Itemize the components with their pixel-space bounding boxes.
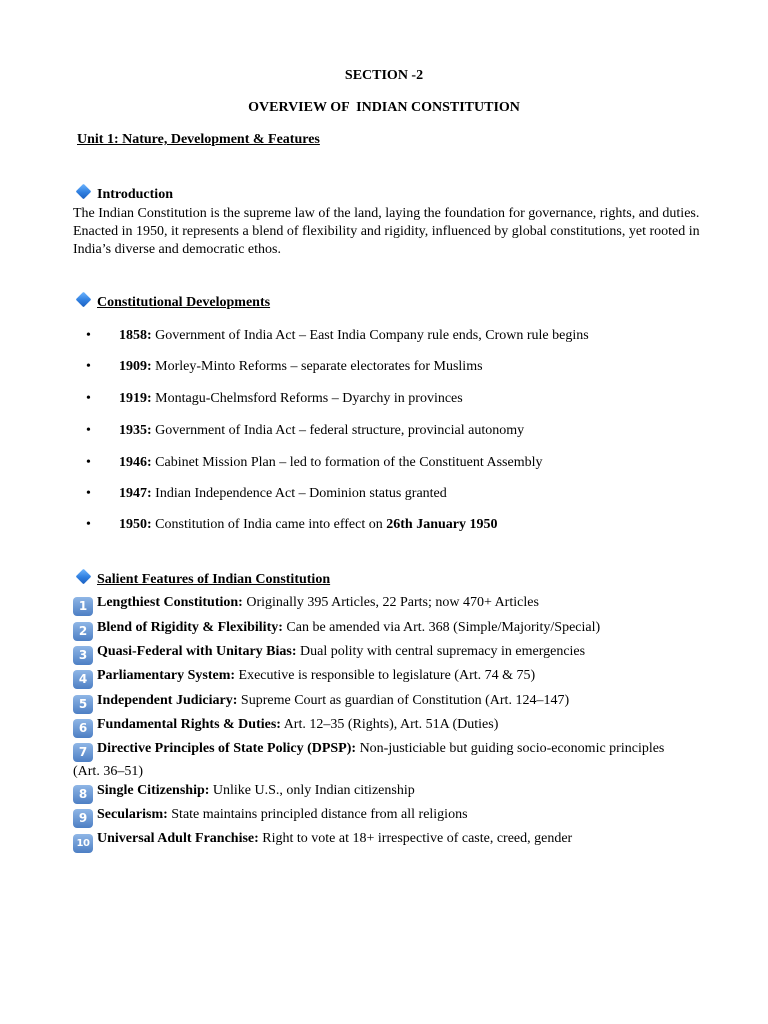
bullet-icon: •	[86, 328, 91, 343]
feature-item	[73, 805, 693, 828]
feature-title: Universal Adult Franchise:	[97, 831, 259, 846]
bullet-icon: •	[86, 455, 91, 470]
main-title: OVERVIEW OF INDIAN CONSTITUTION	[248, 100, 520, 115]
development-year: 1946:	[119, 455, 152, 470]
development-text: Constitution of India came into effect on	[151, 517, 387, 532]
development-text: Government of India Act – federal structure, provincial autonomy	[151, 423, 525, 438]
developments-heading	[73, 294, 270, 312]
number-badge-icon: 7	[73, 743, 93, 762]
development-year: 1947:	[119, 486, 152, 501]
feature-item	[73, 618, 693, 641]
development-year: 1950:	[119, 517, 152, 532]
development-text: Indian Independence Act – Dominion status granted	[151, 486, 447, 501]
development-year: 1858:	[119, 328, 152, 343]
unit-title: Unit 1: Nature, Development & Features	[77, 132, 320, 147]
feature-text: Non-justiciable but guiding socio-economic principles (Art. 36–51)	[73, 741, 665, 779]
feature-title: Blend of Rigidity & Flexibility:	[97, 620, 283, 635]
blue-diamond-icon	[76, 184, 92, 200]
development-text: Morley-Minto Reforms – separate electorates for Muslims	[151, 359, 483, 374]
feature-text: Right to vote at 18+ irrespective of caste, creed, gender	[258, 831, 573, 846]
list-item	[86, 516, 497, 534]
introduction-heading	[73, 186, 173, 204]
bullet-icon: •	[86, 517, 91, 532]
number-badge-icon: 9	[73, 809, 93, 828]
feature-text: Can be amended via Art. 368 (Simple/Majority/Special)	[282, 620, 601, 635]
blue-diamond-icon	[76, 292, 92, 308]
blue-diamond-icon	[76, 569, 92, 585]
developments-heading-label: Constitutional Developments	[97, 295, 271, 310]
introduction-paragraph: The Indian Constitution is the supreme law of the land, laying the foundation for governance, rights, and duties. Enacted in 1950, it represents a blend of flexibility and rigidity, influenced by global constitutions, yet rooted in India’s diverse and democratic ethos.	[73, 206, 700, 257]
feature-item	[73, 829, 693, 853]
development-year: 1909:	[119, 359, 152, 374]
list-item	[86, 485, 447, 503]
development-year: 1935:	[119, 423, 152, 438]
development-text: Government of India Act – East India Company rule ends, Crown rule begins	[151, 328, 589, 343]
number-badge-icon: 8	[73, 785, 93, 804]
feature-item	[73, 715, 693, 738]
features-heading-label: Salient Features of Indian Constitution	[97, 572, 331, 587]
introduction-heading-label: Introduction	[97, 187, 173, 202]
number-badge-icon: 2	[73, 622, 93, 641]
feature-title: Lengthiest Constitution:	[97, 595, 243, 610]
feature-title: Independent Judiciary:	[97, 693, 238, 708]
list-item	[86, 422, 524, 440]
feature-title: Single Citizenship:	[97, 783, 210, 798]
feature-text: Originally 395 Articles, 22 Parts; now 470+ Articles	[242, 595, 539, 610]
number-badge-icon: 1	[73, 597, 93, 616]
bullet-icon: •	[86, 486, 91, 501]
feature-title: Directive Principles of State Policy (DPSP):	[97, 741, 357, 756]
features-heading	[73, 571, 330, 589]
feature-text: State maintains principled distance from all religions	[167, 807, 468, 822]
number-badge-icon: 6	[73, 719, 93, 738]
feature-item	[73, 739, 693, 781]
feature-item	[73, 593, 693, 616]
bullet-icon: •	[86, 391, 91, 406]
feature-text: Dual polity with central supremacy in emergencies	[296, 644, 586, 659]
list-item	[86, 454, 542, 472]
number-badge-icon: 5	[73, 695, 93, 714]
feature-title: Fundamental Rights & Duties:	[97, 717, 281, 732]
development-text: Montagu-Chelmsford Reforms – Dyarchy in provinces	[151, 391, 463, 406]
feature-item	[73, 642, 693, 665]
list-item	[86, 390, 463, 408]
feature-item	[73, 691, 693, 714]
bullet-icon: •	[86, 359, 91, 374]
bullet-icon: •	[86, 423, 91, 438]
list-item	[86, 358, 483, 376]
feature-text: Supreme Court as guardian of Constitution (Art. 124–147)	[237, 693, 570, 708]
feature-item	[73, 781, 693, 804]
feature-title: Quasi-Federal with Unitary Bias:	[97, 644, 297, 659]
development-emphasis: 26th January 1950	[386, 517, 498, 532]
feature-title: Parliamentary System:	[97, 668, 236, 683]
development-text: Cabinet Mission Plan – led to formation of the Constituent Assembly	[151, 455, 543, 470]
number-badge-icon: 3	[73, 646, 93, 665]
feature-text: Art. 12–35 (Rights), Art. 51A (Duties)	[280, 717, 499, 732]
development-year: 1919:	[119, 391, 152, 406]
section-title: SECTION -2	[344, 68, 424, 83]
number-badge-icon: 10	[73, 834, 93, 853]
list-item	[86, 327, 589, 345]
feature-text: Unlike U.S., only Indian citizenship	[209, 783, 415, 798]
number-badge-icon: 4	[73, 670, 93, 689]
feature-title: Secularism:	[97, 807, 168, 822]
feature-text: Executive is responsible to legislature (Art. 74 & 75)	[235, 668, 536, 683]
feature-item	[73, 666, 693, 689]
